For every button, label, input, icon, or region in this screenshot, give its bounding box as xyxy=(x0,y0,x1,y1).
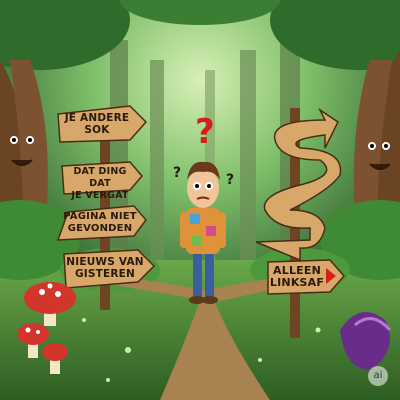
small-question-mark-right: ? xyxy=(226,172,235,188)
big-question-mark: ? xyxy=(195,112,215,152)
sign-je-andere-sok: JE ANDERE SOK xyxy=(64,112,130,136)
sign-dat-ding-dat-je-vergat: DAT DING DAT JE VERGAT xyxy=(71,166,129,201)
ai-watermark: ai xyxy=(368,366,388,386)
sign-nieuws-van-gisteren: NIEUWS VAN GISTEREN xyxy=(66,256,144,280)
small-question-mark-left: ? xyxy=(173,165,182,181)
sign-pagina-niet-gevonden: PAGINA NIET GEVONDEN xyxy=(63,211,137,234)
sign-alleen-linksaf: ALLEEN LINKSAF xyxy=(269,264,325,289)
